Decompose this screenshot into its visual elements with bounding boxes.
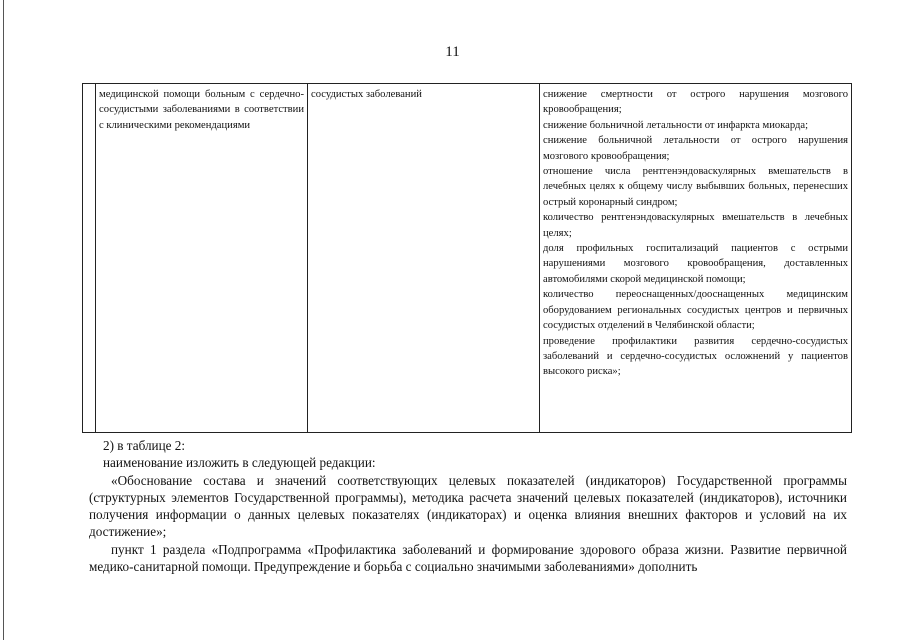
quoted-title: «Обоснование состава и значений соответствующих целевых показателей (индикаторов) Государственной программы (структурных элементов Государственной программы), методика расчета значений целевых показателей (индикаторов), источники получения информации о данных целевых показателях (индикаторах) и оценка влияния внешних факторов и условий на их достижение»; (89, 472, 847, 540)
table-cell-indicators (540, 84, 852, 433)
table-cell-category: сосудистых заболеваний (308, 84, 540, 433)
point-1-paragraph: пункт 1 раздела «Подпрограмма «Профилактика заболеваний и формирование здорового образа жизни. Развитие первичной медико-санитарной помощи. Предупреждение и борьба с социально значимыми заболеваниями» дополнить (89, 541, 847, 575)
indicator-item: количество рентгенэндоваскулярных вмешательств в лечебных целях; (543, 212, 848, 239)
table-row (83, 84, 852, 433)
indicator-item: снижение смертности от острого нарушения мозгового кровообращения; (543, 89, 848, 116)
indicators-table (82, 83, 852, 433)
page-edge-rule (3, 0, 4, 640)
indicator-item: снижение больничной летальности от острого нарушения мозгового кровообращения; (543, 135, 848, 162)
table-cell-description: медицинской помощи больным с сердечно-сосудистыми заболеваниями в соответствии с клиническими рекомендациями (96, 84, 308, 433)
indicator-item: проведение профилактики развития сердечно-сосудистых заболеваний и сердечно-сосудистых осложнений у пациентов высокого риска»; (543, 335, 848, 378)
name-instruction: наименование изложить в следующей редакции: (103, 455, 376, 471)
indicator-item: отношение числа рентгенэндоваскулярных вмешательств в лечебных целях к общему числу выбывших больных, перенесших острый коронарный синдром; (543, 166, 848, 208)
body-text (89, 437, 847, 575)
page-number: 11 (445, 44, 460, 60)
item-2-heading: 2) в таблице 2: (103, 438, 186, 453)
indicator-item: доля профильных госпитализаций пациентов с острыми нарушениями мозгового кровообращения, доставленных автомобилями скорой медицинской помощи; (543, 243, 848, 285)
indicator-item: снижение больничной летальности от инфаркта миокарда; (543, 119, 809, 131)
indicator-item: количество переоснащенных/дооснащенных медицинским оборудованием региональных сосудистых центров и первичных сосудистых отделений в Челябинской области; (543, 289, 848, 332)
table-cell-index (83, 84, 96, 433)
